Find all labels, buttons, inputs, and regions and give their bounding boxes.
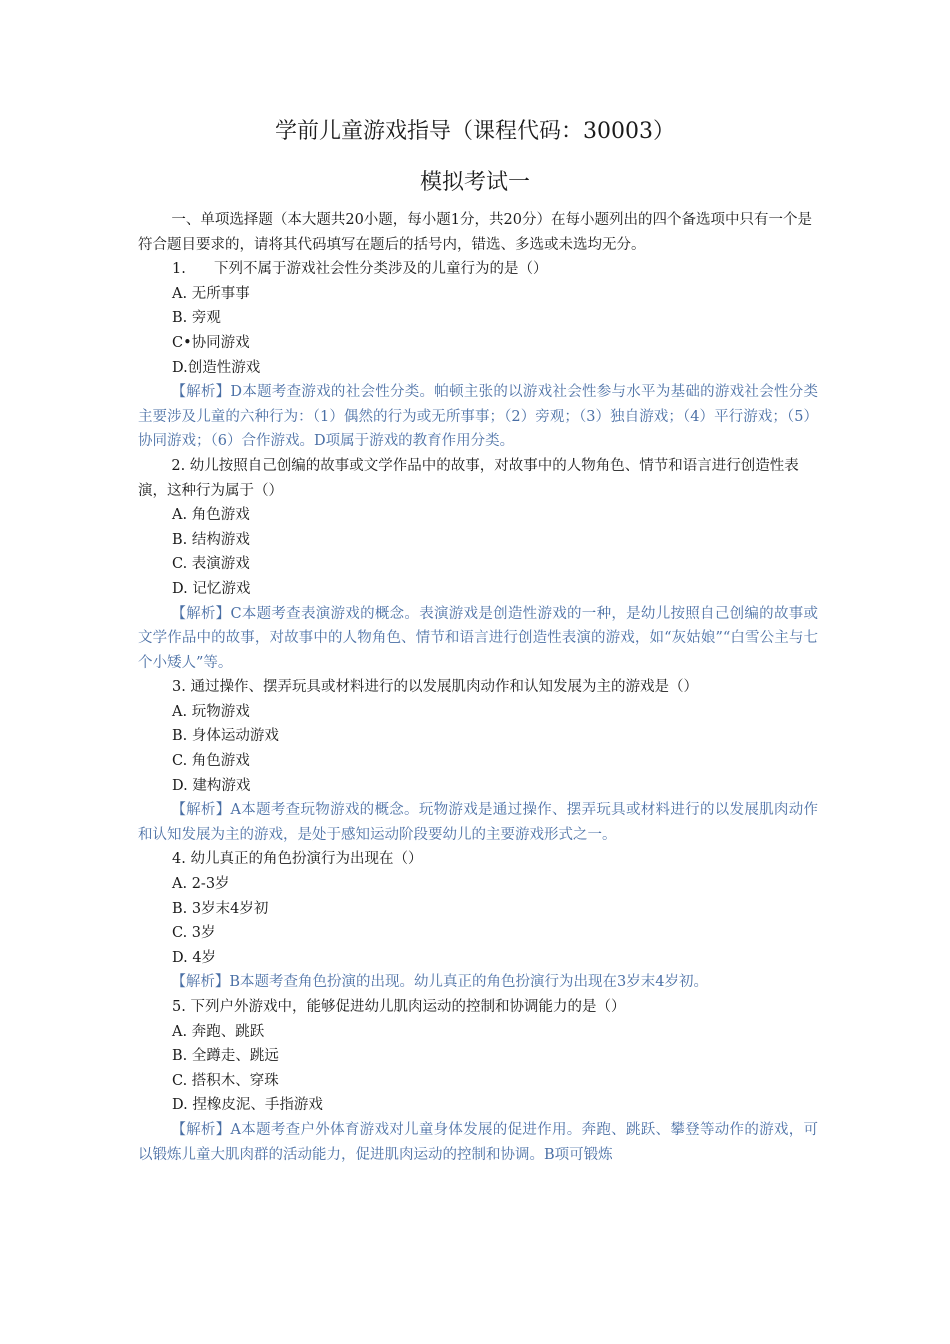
analysis-tag: 【解析】 xyxy=(171,974,230,991)
analysis-paragraph xyxy=(138,380,818,454)
analysis-text: A本题考查户外体育游戏对儿童身体发展的促进作用。奔跑、跳跃、攀登等动作的游戏，可以锻炼儿童大肌肉群的活动能力，促进肌肉运动的控制和协调。B项可锻炼 xyxy=(138,1121,819,1163)
question-text: 下列不属于游戏社会性分类涉及的儿童行为的是（） xyxy=(214,261,548,278)
analysis-paragraph xyxy=(138,602,818,676)
question-stem xyxy=(138,847,818,872)
analysis-text: B本题考查角色扮演的出现。幼儿真正的角色扮演行为出现在3岁末4岁初。 xyxy=(229,974,708,991)
question-text: 幼儿按照自己创编的故事或文学作品中的故事，对故事中的人物角色、情节和语言进行创造性表演，这种行为属于（） xyxy=(138,457,799,499)
question-text: 通过操作、摆弄玩具或材料进行的以发展肌肉动作和认知发展为主的游戏是（） xyxy=(190,679,698,696)
question-number: 3. xyxy=(172,679,186,696)
section-intro: 一、单项选择题（本大题共20小题，每小题1分，共20分）在每小题列出的四个备选项中只有一个是符合题目要求的，请将其代码填写在题后的括号内，错选、多选或未选均无分。 xyxy=(138,212,812,253)
document-subtitle: 模拟考试一 xyxy=(419,170,530,195)
analysis-paragraph xyxy=(138,970,818,995)
analysis-paragraph xyxy=(138,798,818,847)
analysis-tag: 【解析】 xyxy=(171,1121,231,1138)
option-item: C. 表演游戏 xyxy=(172,556,250,573)
analysis-text: A本题考查玩物游戏的概念。玩物游戏是通过操作、摆弄玩具或材料进行的以发展肌肉动作和认知发展为主的游戏，是处于感知运动阶段要幼儿的主要游戏形式之一。 xyxy=(138,802,819,843)
question-number: 5. xyxy=(172,999,186,1015)
question-number: 2. xyxy=(171,457,186,474)
option-item: B. 身体运动游戏 xyxy=(172,728,279,745)
option-item: A. 角色游戏 xyxy=(172,507,250,524)
question-stem xyxy=(138,675,818,700)
analysis-text: C本题考查表演游戏的概念。表演游戏是创造性游戏的一种，是幼儿按照自己创编的故事或文学作品中的故事，对故事中的人物角色、情节和语言进行创造性表演的游戏，如“灰姑娘”“白雪公主与七个小矮人”等。 xyxy=(138,605,819,671)
analysis-paragraph xyxy=(138,1118,818,1167)
question-stem xyxy=(138,257,818,282)
question-text: 幼儿真正的角色扮演行为出现在（） xyxy=(190,851,423,868)
option-item: D. 捏橡皮泥、手指游戏 xyxy=(172,1097,323,1114)
option-item: C. 3岁 xyxy=(172,925,216,942)
option-item: C. 搭积木、穿珠 xyxy=(172,1072,279,1089)
analysis-tag: 【解析】 xyxy=(171,384,231,401)
option-item: D. 记忆游戏 xyxy=(172,580,251,597)
question-number: 4. xyxy=(172,851,186,868)
analysis-tag: 【解析】 xyxy=(171,605,231,622)
option-item: D.创造性游戏 xyxy=(172,359,261,376)
option-item: C•协同游戏 xyxy=(172,334,250,351)
question-stem xyxy=(138,454,818,503)
option-item: A. 玩物游戏 xyxy=(172,703,250,720)
option-item: A. 奔跑、跳跃 xyxy=(172,1023,265,1040)
option-item: B. 全蹲走、跳远 xyxy=(172,1048,279,1065)
document-body xyxy=(138,208,818,1167)
option-item: D. 建构游戏 xyxy=(172,777,251,794)
question-text: 下列户外游戏中，能够促进幼儿肌肉运动的控制和协调能力的是（） xyxy=(190,999,626,1015)
analysis-tag: 【解析】 xyxy=(171,802,231,819)
option-item: B. 3岁末4岁初 xyxy=(172,900,269,917)
option-item: C. 角色游戏 xyxy=(172,753,250,770)
option-item: B. 旁观 xyxy=(172,310,221,327)
option-item: D. 4岁 xyxy=(172,949,217,966)
analysis-text: D本题考查游戏的社会性分类。帕顿主张的以游戏社会性参与水平为基础的游戏社会性分类主要涉及儿童的六种行为：（1）偶然的行为或无所事事；（2）旁观；（3）独自游戏；（4）平行游戏；（5）协同游戏；（6）合作游戏。D项属于游戏的教育作用分类。 xyxy=(138,384,819,450)
question-number: 1. xyxy=(172,261,186,278)
option-item: A. 无所事事 xyxy=(172,285,250,302)
document-title: 学前儿童游戏指导（课程代码：30003） xyxy=(275,119,675,144)
option-item: B. 结构游戏 xyxy=(172,531,250,548)
option-item: A. 2-3岁 xyxy=(172,876,230,893)
question-stem xyxy=(138,995,818,1020)
